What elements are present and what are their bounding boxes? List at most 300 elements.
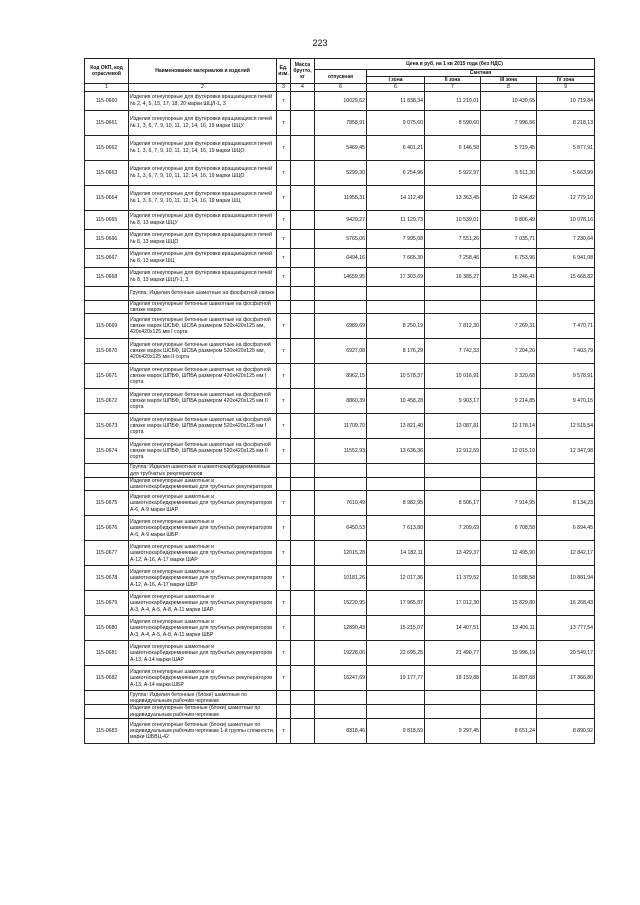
item-name: Изделия огнеупорные для футеровки вращающихся печей № 8, 13 марки ШЦО: [129, 229, 277, 248]
empty-cell: [367, 286, 425, 300]
price-zone-1: 14 112,49: [367, 185, 425, 210]
price-zone-3: 13 406,11: [481, 616, 537, 641]
column-index: 1: [85, 84, 129, 91]
empty-cell: [481, 705, 537, 718]
item-mass: [291, 210, 315, 229]
header-unit: Ед. изм.: [277, 59, 291, 84]
item-name: Изделия огнеупорные бетонные шамотные на фосфатной связке марок ШПБФ, ШПБА размером 420х420х125 мм I сорта: [129, 364, 277, 389]
item-mass: [291, 516, 315, 541]
item-unit: т: [277, 339, 291, 364]
price-zone-4: 12 515,54: [537, 414, 595, 439]
price-zone-4: 13 777,54: [537, 616, 595, 641]
table-row: [85, 641, 595, 666]
empty-cell: [315, 286, 367, 300]
empty-cell: [315, 464, 367, 478]
empty-cell: [537, 705, 595, 718]
item-name: Изделия огнеупорные бетонные шамотные на фосфатной связке марок ШПБФ, ШПБА размером 420х420х125 мм II сорта: [129, 389, 277, 414]
item-name: Изделия огнеупорные бетонные шамотные на фосфатной связке марок ШСБФ, ШСБА размером 520х420х125 мм, 420х420х125 мм I сорта: [129, 314, 277, 339]
item-name: Изделия огнеупорные шамотные и шамотнокарбидкремниевые для трубчатых рекуператоров А-12, А-16, А-17 марки ШАР: [129, 541, 277, 566]
empty-cell: [367, 300, 425, 313]
price-zone-3: 12 178,14: [481, 414, 537, 439]
empty-cell: [537, 464, 595, 478]
item-mass: [291, 91, 315, 110]
table-row: [85, 439, 595, 464]
item-unit: т: [277, 414, 291, 439]
header-name: Наименование материалов и изделий: [129, 59, 277, 84]
price-zone-3: 7 996,56: [481, 110, 537, 135]
price-zone-2: 13 363,45: [425, 185, 481, 210]
price-zone-3: 12 434,82: [481, 185, 537, 210]
item-code: 115-0668: [85, 267, 129, 286]
item-name: Изделия огнеупорные для футеровки вращающихся печей № 1, 3, 6, 7, 9, 10, 11, 12, 14, 16, 19 марки ШЦ: [129, 185, 277, 210]
subgroup-row: [85, 300, 595, 313]
item-unit: т: [277, 160, 291, 185]
price-otpusknaya: 7610,49: [315, 491, 367, 516]
subgroup-code-cell: [85, 300, 129, 313]
item-mass: [291, 414, 315, 439]
item-code: 115-0661: [85, 110, 129, 135]
price-zone-2: 10 539,01: [425, 210, 481, 229]
item-code: 115-0682: [85, 666, 129, 691]
empty-cell: [537, 286, 595, 300]
item-name: Изделия огнеупорные бетонные шамотные на фосфатной связке марок ШСБФ, ШСБА размером 520х420х125 мм, 420х420х125 мм II сорта: [129, 339, 277, 364]
price-zone-4: 7 470,71: [537, 314, 595, 339]
price-zone-3: 10 430,65: [481, 91, 537, 110]
subgroup-row: [85, 478, 595, 491]
price-zone-4: 6 894,45: [537, 516, 595, 541]
column-index: 8: [481, 84, 537, 91]
price-zone-1: 6 401,21: [367, 135, 425, 160]
column-index: 3: [277, 84, 291, 91]
item-unit: т: [277, 591, 291, 616]
item-unit: т: [277, 666, 291, 691]
column-index: 4: [291, 84, 315, 91]
item-unit: т: [277, 364, 291, 389]
item-code: 115-0663: [85, 160, 129, 185]
price-otpusknaya: 16247,69: [315, 666, 367, 691]
table-row: [85, 210, 595, 229]
price-otpusknaya: 5299,30: [315, 160, 367, 185]
item-code: 115-0665: [85, 210, 129, 229]
column-index: 9: [537, 84, 595, 91]
price-otpusknaya: 10181,26: [315, 566, 367, 591]
price-zone-1: 13 636,36: [367, 439, 425, 464]
price-zone-1: 11 129,73: [367, 210, 425, 229]
price-zone-2: 7 258,46: [425, 248, 481, 267]
table-row: [85, 718, 595, 743]
table-row: [85, 339, 595, 364]
empty-cell: [425, 464, 481, 478]
price-zone-3: 6 753,96: [481, 248, 537, 267]
empty-cell: [291, 705, 315, 718]
header-mass: Масса брутто, кг: [291, 59, 315, 84]
price-zone-1: 15 215,07: [367, 616, 425, 641]
subgroup-code-cell: [85, 478, 129, 491]
column-index: 2: [129, 84, 277, 91]
price-zone-1: 6 254,96: [367, 160, 425, 185]
price-otpusknaya: 9429,27: [315, 210, 367, 229]
price-zone-2: 9 297,45: [425, 718, 481, 743]
table-row: [85, 516, 595, 541]
price-zone-1: 7 995,08: [367, 229, 425, 248]
empty-cell: [481, 464, 537, 478]
empty-cell: [425, 691, 481, 705]
empty-cell: [425, 478, 481, 491]
item-unit: т: [277, 439, 291, 464]
price-zone-2: 12 912,59: [425, 439, 481, 464]
item-code: 115-0666: [85, 229, 129, 248]
item-name: Изделия огнеупорные для футеровки вращающихся печей № 8, 13 марки ШЦ: [129, 248, 277, 267]
table-row: [85, 616, 595, 641]
column-index: 6: [315, 84, 367, 91]
column-index: 7: [425, 84, 481, 91]
table-row: [85, 185, 595, 210]
price-zone-2: 9 903,17: [425, 389, 481, 414]
empty-cell: [277, 464, 291, 478]
item-code: 115-0660: [85, 91, 129, 110]
price-otpusknaya: 19228,06: [315, 641, 367, 666]
item-unit: т: [277, 616, 291, 641]
item-code: 115-0679: [85, 591, 129, 616]
price-zone-1: 7 665,30: [367, 248, 425, 267]
price-zone-2: 11 379,52: [425, 566, 481, 591]
item-name: Изделия огнеупорные для футеровки вращающихся печей № 1, 3, 6, 7, 9, 10, 11, 12, 14, 16, 19 марки ШЦУ: [129, 110, 277, 135]
price-zone-3: 7 204,20: [481, 339, 537, 364]
item-code: 115-0677: [85, 541, 129, 566]
price-otpusknaya: 8962,15: [315, 364, 367, 389]
empty-cell: [481, 286, 537, 300]
empty-cell: [277, 286, 291, 300]
item-name: Изделия огнеупорные шамотные и шамотнокарбидкремниевые для трубчатых рекуператоров А-6, А-9 марки ШАР: [129, 491, 277, 516]
item-unit: т: [277, 541, 291, 566]
table-row: [85, 389, 595, 414]
item-unit: т: [277, 185, 291, 210]
price-zone-4: 16 268,43: [537, 591, 595, 616]
price-zone-1: 12 017,36: [367, 566, 425, 591]
price-zone-3: 7 035,71: [481, 229, 537, 248]
header-price-title: Цена в руб. на 1 кв 2015 года (без НДС): [315, 59, 595, 70]
header-zone-3: III зона: [481, 77, 537, 84]
price-otpusknaya: 11709,70: [315, 414, 367, 439]
table-row: [85, 491, 595, 516]
price-zone-2: 7 551,26: [425, 229, 481, 248]
item-mass: [291, 616, 315, 641]
empty-cell: [367, 691, 425, 705]
price-zone-4: 5 663,99: [537, 160, 595, 185]
price-zone-4: 7 403,79: [537, 339, 595, 364]
subgroup-title: Изделия огнеупорные бетонные (блоки) шамотные по индивидуальным рабочим чертежам: [129, 705, 277, 718]
price-zone-2: 7 209,69: [425, 516, 481, 541]
price-table-body: [85, 91, 595, 743]
item-code: 115-0667: [85, 248, 129, 267]
price-otpusknaya: 6927,08: [315, 339, 367, 364]
item-code: 115-0678: [85, 566, 129, 591]
empty-cell: [315, 478, 367, 491]
empty-cell: [425, 705, 481, 718]
price-zone-3: 12 495,90: [481, 541, 537, 566]
price-zone-3: 9 320,68: [481, 364, 537, 389]
price-zone-4: 7 230,64: [537, 229, 595, 248]
empty-cell: [291, 691, 315, 705]
item-name: Изделия огнеупорные шамотные и шамотнокарбидкремниевые для трубчатых рекуператоров А-13, А-14 марки ШБР: [129, 666, 277, 691]
price-otpusknaya: 12015,28: [315, 541, 367, 566]
price-zone-4: 20 549,17: [537, 641, 595, 666]
price-zone-4: 8 218,13: [537, 110, 595, 135]
item-mass: [291, 641, 315, 666]
item-name: Изделия огнеупорные шамотные и шамотнокарбидкремниевые для трубчатых рекуператоров А-12, А-16, А-17 марки ШБР: [129, 566, 277, 591]
price-zone-4: 8 134,23: [537, 491, 595, 516]
item-unit: т: [277, 110, 291, 135]
price-zone-2: 14 407,51: [425, 616, 481, 641]
price-zone-4: 12 347,98: [537, 439, 595, 464]
item-name: Изделия огнеупорные бетонные шамотные на фосфатной связке марок ШПБФ, ШПБА размером 520х420х125 мм I сорта: [129, 414, 277, 439]
price-otpusknaya: 6450,53: [315, 516, 367, 541]
table-row: [85, 364, 595, 389]
item-code: 115-0662: [85, 135, 129, 160]
item-name: Изделия огнеупорные бетонные (блоки) шамотные по индивидуальным рабочим чертежам 1-й группы сложности, марки ШБВЦ-42: [129, 718, 277, 743]
price-otpusknaya: 5765,06: [315, 229, 367, 248]
price-zone-1: 10 458,28: [367, 389, 425, 414]
price-zone-3: 19 996,19: [481, 641, 537, 666]
item-unit: т: [277, 314, 291, 339]
price-zone-4: 9 470,15: [537, 389, 595, 414]
group-title: Группа: Изделия бетонные шамотные на фосфатной связке: [129, 286, 277, 300]
empty-cell: [367, 464, 425, 478]
group-title: Группа: Изделия бетонные (блоки) шамотные по индивидуальным рабочим чертежам: [129, 691, 277, 705]
table-row: [85, 267, 595, 286]
price-zone-3: 9 214,85: [481, 389, 537, 414]
empty-cell: [481, 300, 537, 313]
price-zone-4: 9 578,91: [537, 364, 595, 389]
item-name: Изделия огнеупорные шамотные и шамотнокарбидкремниевые для трубчатых рекуператоров А-3, А-4, А-5, А-8, А-11 марки ШАР: [129, 591, 277, 616]
item-unit: т: [277, 718, 291, 743]
price-zone-1: 19 177,77: [367, 666, 425, 691]
item-code: 115-0676: [85, 516, 129, 541]
price-table: [84, 58, 595, 744]
page-number: 223: [312, 38, 328, 48]
price-zone-1: 11 838,34: [367, 91, 425, 110]
empty-cell: [425, 300, 481, 313]
item-name: Изделия огнеупорные для футеровки вращающихся печей № 8, 13 марки ШЦЛ-1, 3: [129, 267, 277, 286]
header-zone-4: IV зона: [537, 77, 595, 84]
item-mass: [291, 666, 315, 691]
item-mass: [291, 267, 315, 286]
subgroup-title: Изделия огнеупорные шамотные и шамотнокарбидкремниевые для трубчатых рекуператоров: [129, 478, 277, 491]
item-unit: т: [277, 91, 291, 110]
price-otpusknaya: 5469,45: [315, 135, 367, 160]
item-mass: [291, 439, 315, 464]
item-mass: [291, 160, 315, 185]
item-mass: [291, 185, 315, 210]
price-zone-4: 15 668,82: [537, 267, 595, 286]
price-zone-1: 8 250,19: [367, 314, 425, 339]
item-unit: т: [277, 641, 291, 666]
empty-cell: [537, 691, 595, 705]
price-zone-2: 13 429,37: [425, 541, 481, 566]
price-zone-4: 8 890,92: [537, 718, 595, 743]
price-zone-2: 8 506,17: [425, 491, 481, 516]
header-code: Код ОКП, код отраслевой: [85, 59, 129, 84]
item-unit: т: [277, 566, 291, 591]
table-row: [85, 160, 595, 185]
item-name: Изделия огнеупорные бетонные шамотные на фосфатной связке марок ШПБФ, ШПБА размером 520х420х125 мм II сорта: [129, 439, 277, 464]
subgroup-title: Изделия огнеупорные бетонные шамотные на фосфатной связке марок: [129, 300, 277, 313]
price-otpusknaya: 14659,95: [315, 267, 367, 286]
table-row: [85, 666, 595, 691]
empty-cell: [315, 691, 367, 705]
price-zone-2: 13 087,81: [425, 414, 481, 439]
table-row: [85, 110, 595, 135]
item-code: 115-0670: [85, 339, 129, 364]
group-code-cell: [85, 286, 129, 300]
price-zone-1: 7 613,80: [367, 516, 425, 541]
item-mass: [291, 110, 315, 135]
table-row: [85, 135, 595, 160]
price-zone-4: 12 842,17: [537, 541, 595, 566]
item-name: Изделия огнеупорные для футеровки вращающихся печей № 2, 4, 5, 15, 17, 18, 20 марки ШЦЛ-1, 3: [129, 91, 277, 110]
item-mass: [291, 491, 315, 516]
empty-cell: [537, 300, 595, 313]
empty-cell: [367, 705, 425, 718]
item-mass: [291, 389, 315, 414]
item-mass: [291, 248, 315, 267]
table-row: [85, 541, 595, 566]
item-unit: т: [277, 267, 291, 286]
price-otpusknaya: 11958,31: [315, 185, 367, 210]
empty-cell: [291, 300, 315, 313]
item-code: 115-0673: [85, 414, 129, 439]
table-row: [85, 566, 595, 591]
price-zone-4: 12 779,10: [537, 185, 595, 210]
group-title: Группа: Изделия шамотные и шамотнокарбидкремниевые для трубчатых рекуператоров: [129, 464, 277, 478]
subgroup-code-cell: [85, 705, 129, 718]
header-zone-2: II зона: [425, 77, 481, 84]
empty-cell: [367, 478, 425, 491]
subgroup-row: [85, 705, 595, 718]
empty-cell: [291, 464, 315, 478]
empty-cell: [291, 478, 315, 491]
empty-cell: [291, 286, 315, 300]
price-zone-3: 10 588,58: [481, 566, 537, 591]
price-zone-2: 6 146,58: [425, 135, 481, 160]
price-zone-3: 5 511,30: [481, 160, 537, 185]
item-code: 115-0671: [85, 364, 129, 389]
item-unit: т: [277, 491, 291, 516]
item-mass: [291, 135, 315, 160]
price-zone-3: 16 897,68: [481, 666, 537, 691]
column-index-row: [85, 84, 595, 91]
item-name: Изделия огнеупорные шамотные и шамотнокарбидкремниевые для трубчатых рекуператоров А-6, А-9 марки ШБР: [129, 516, 277, 541]
item-code: 115-0680: [85, 616, 129, 641]
item-code: 115-0674: [85, 439, 129, 464]
price-zone-2: 18 159,88: [425, 666, 481, 691]
price-zone-2: 7 812,30: [425, 314, 481, 339]
empty-cell: [277, 691, 291, 705]
item-unit: т: [277, 389, 291, 414]
group-row: [85, 464, 595, 478]
table-row: [85, 314, 595, 339]
price-zone-3: 7 914,95: [481, 491, 537, 516]
empty-cell: [425, 286, 481, 300]
price-zone-4: 10 078,16: [537, 210, 595, 229]
item-code: 115-0675: [85, 491, 129, 516]
header-otpusknaya: отпускная: [315, 70, 367, 84]
header-zone-1: I зона: [367, 77, 425, 84]
price-zone-1: 10 578,37: [367, 364, 425, 389]
price-zone-3: 7 269,31: [481, 314, 537, 339]
price-zone-3: 15 246,41: [481, 267, 537, 286]
price-otpusknaya: 8318,46: [315, 718, 367, 743]
price-zone-1: 14 182,11: [367, 541, 425, 566]
price-zone-3: 15 829,80: [481, 591, 537, 616]
price-otpusknaya: 7858,91: [315, 110, 367, 135]
group-code-cell: [85, 691, 129, 705]
price-zone-4: 5 877,91: [537, 135, 595, 160]
item-unit: т: [277, 135, 291, 160]
price-zone-2: 11 210,01: [425, 91, 481, 110]
price-zone-1: 17 965,87: [367, 591, 425, 616]
price-zone-1: 9 075,60: [367, 110, 425, 135]
price-zone-2: 8 590,60: [425, 110, 481, 135]
price-zone-1: 22 695,25: [367, 641, 425, 666]
price-zone-4: 10 881,94: [537, 566, 595, 591]
item-name: Изделия огнеупорные шамотные и шамотнокарбидкремниевые для трубчатых рекуператоров А-13, А-14 марки ШАР: [129, 641, 277, 666]
empty-cell: [315, 705, 367, 718]
price-zone-2: 7 742,33: [425, 339, 481, 364]
price-zone-4: 10 719,84: [537, 91, 595, 110]
item-code: 115-0669: [85, 314, 129, 339]
item-unit: т: [277, 210, 291, 229]
item-mass: [291, 541, 315, 566]
item-code: 115-0664: [85, 185, 129, 210]
item-mass: [291, 339, 315, 364]
empty-cell: [277, 478, 291, 491]
table-row: [85, 591, 595, 616]
price-zone-1: 13 821,40: [367, 414, 425, 439]
price-zone-2: 5 922,97: [425, 160, 481, 185]
item-code: 115-0683: [85, 718, 129, 743]
price-otpusknaya: 6989,69: [315, 314, 367, 339]
price-zone-1: 17 303,69: [367, 267, 425, 286]
group-code-cell: [85, 464, 129, 478]
item-mass: [291, 718, 315, 743]
price-otpusknaya: 10029,62: [315, 91, 367, 110]
price-zone-1: 8 982,95: [367, 491, 425, 516]
item-unit: т: [277, 516, 291, 541]
group-row: [85, 691, 595, 705]
empty-cell: [277, 705, 291, 718]
item-unit: т: [277, 229, 291, 248]
table-row: [85, 248, 595, 267]
price-otpusknaya: 12890,43: [315, 616, 367, 641]
price-zone-2: 17 012,30: [425, 591, 481, 616]
table-row: [85, 91, 595, 110]
item-name: Изделия огнеупорные шамотные и шамотнокарбидкремниевые для трубчатых рекуператоров А-3, А-4, А-5, А-8, А-11 марки ШБР: [129, 616, 277, 641]
column-index: 6: [367, 84, 425, 91]
price-otpusknaya: 6494,16: [315, 248, 367, 267]
price-zone-1: 9 818,59: [367, 718, 425, 743]
price-otpusknaya: 8860,39: [315, 389, 367, 414]
price-zone-3: 9 806,49: [481, 210, 537, 229]
empty-cell: [481, 478, 537, 491]
price-zone-3: 8 651,24: [481, 718, 537, 743]
empty-cell: [277, 300, 291, 313]
empty-cell: [537, 478, 595, 491]
price-zone-3: 5 719,45: [481, 135, 537, 160]
empty-cell: [315, 300, 367, 313]
item-name: Изделия огнеупорные для футеровки вращающихся печей № 1, 3, 6, 7, 9, 10, 11, 12, 14, 16, 19 марки ШЦО: [129, 135, 277, 160]
group-row: [85, 286, 595, 300]
